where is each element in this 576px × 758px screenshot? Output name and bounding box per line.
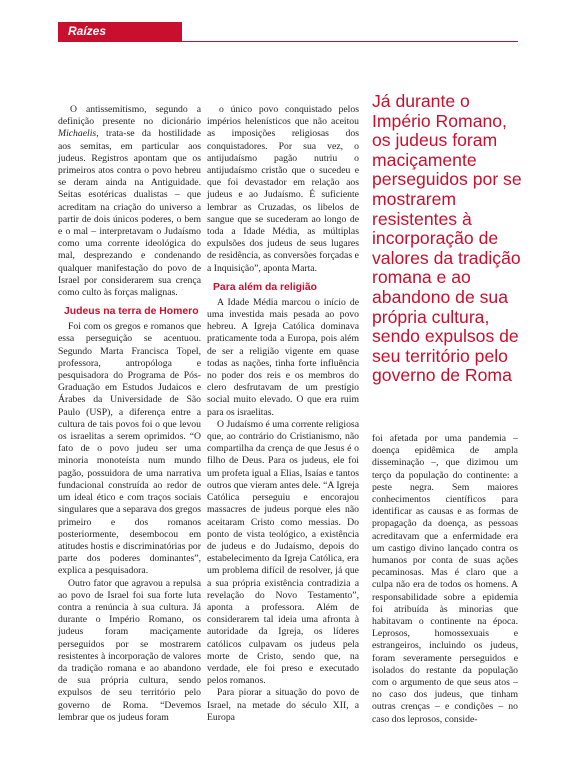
- body-paragraph: Para piorar a situação do povo de Israel, na metade do século XII, a Europa: [207, 687, 359, 723]
- section-label: Raízes: [68, 24, 107, 38]
- subhead-homero: Judeus na terra de Homero: [64, 306, 199, 318]
- body-paragraph: foi afetada por uma pandemia – doença epidêmica de ampla disseminação –, que dizimou um terço da população do continente: a peste negra. Sem maiores conhecimentos científicos para identificar as causas e as formas de propagação da doença, as pessoas acreditavam que a enfermidade era um castigo divino lançado contra os humanos por conta de suas ações pecaminosas. Mas é claro que a culpa não era de todos os homens. A responsabilidade sobre a epidemia foi atribuída às minorias que habitavam o continente na época. Leprosos, homossexuais e estrangeiros, incluindo os judeus, foram severamente perseguidos e isolados do restante da população com o argumento de que seus atos – no caso dos judeus, que tinham outras crenças – e condições – no caso dos leprosos, conside-: [372, 433, 518, 725]
- article-column-1: [58, 104, 201, 724]
- body-paragraph: o único povo conquistado pelos impérios helenísticos que não aceitou as imposições religiosas dos conquistadores. Por sua vez, o antijudaísmo pagão nutriu o antijudaísmo cristão que o sucedeu e que foi devastador em relação aos judeus e ao Judaísmo. É suficiente lembrar as Cruzadas, os libelos de sangue que se sucederam ao longo de toda a Idade Média, as múltiplas expulsões dos judeus de seus lugares de residência, as conversões forçadas e a Inquisição”, aponta Marta.: [207, 104, 359, 274]
- subhead-religiao: Para além da religião: [213, 281, 317, 293]
- dictionary-name: Michaelis: [58, 128, 97, 140]
- body-paragraph: Foi com os gregos e romanos que essa perseguição se acentuou. Segundo Marta Francisca Topel, professora, antropóloga e pesquisadora do Programa de Pós-Graduação em Estudos Judaicos e Árabes da Universidade de São Paulo (USP), a diferença entre a cultura de tais povos foi o que levou os israelitas a serem oprimidos. “O fato de o povo judeu ser uma minoria monoteísta num mundo pagão, possuidora de uma narrativa fundacional construída ao redor de um ideal ético e com traços sociais singulares que a separava dos gregos primeiro e dos romanos posteriormente, desembocou em atitudes hostis e discriminatórias por parte dos poderes dominantes”, explica a pesquisadora.: [58, 321, 201, 577]
- article-column-3: [372, 433, 518, 726]
- section-tab: [58, 22, 182, 41]
- body-paragraph: A Idade Média marcou o início de uma investida mais pesada ao povo hebreu. A Igreja Católica dominava praticamente toda a Europa, pois além de ser a religião vigente em quase todas as nações, tinha forte influência no poder dos reis e os membros do clero desfrutavam de um prestígio social muito elevado. O que era ruim para os israelitas.: [207, 296, 359, 418]
- header-rule: [58, 41, 518, 42]
- pull-quote: Já durante o Império Romano, os judeus foram maciçamente perseguidos por se mostrarem resistentes à incorporação de valores da tradição romana e ao abandono de sua própria cultura, sendo expulsos de seu território pelo governo de Roma: [372, 91, 522, 386]
- body-paragraph: Outro fator que agravou a repulsa ao povo de Israel foi sua forte luta contra a renúncia à sua cultura. Já durante o Império Romano, os judeus foram maciçamente perseguidos por se mostrarem resistentes à incorporação de valores da tradição romana e ao abandono de sua própria cultura, sendo expulsos de seu território pelo governo de Roma. “Devemos lembrar que os judeus foram: [58, 577, 201, 723]
- body-paragraph: O Judaísmo é uma corrente religiosa que, ao contrário do Cristianismo, não compartilha da crença de que Jesus é o filho de Deus. Para os judeus, ele foi um profeta igual a Elias, Isaías e tantos outros que vieram antes dele. “A Igreja Católica perseguiu e encorajou massacres de judeus porque eles não aceitaram Cristo como messias. Do ponto de vista teológico, a existência de judeus e do Judaísmo, depois do estabelecimento da Igreja Católica, era um problema difícil de resolver, já que a sua própria existência contradizia a revelação do Novo Testamento”, aponta a professora. Além de considerarem tal ideia uma afronta à autoridade da Igreja, os líderes católicos culpavam os judeus pela morte de Cristo, sendo que, na verdade, ele foi preso e executado pelos romanos.: [207, 418, 359, 687]
- article-column-2: [207, 104, 359, 724]
- intro-paragraph: O antissemitismo, segundo a definição presente no dicionário Michaelis, trata-se da hostilidade aos semitas, em particular aos judeus. Registros apontam que os primeiros atos contra o povo hebreu se deram ainda na Antiguidade. Seitas esotéricas dualistas – que acreditam na criação do universo a partir de dois únicos poderes, o bem e o mal – interpretavam o Judaísmo como uma corrente ideológica do mal, desprezando e condenando qualquer manifestação do povo de Israel por considerarem sua crença como culto às forças malignas.: [58, 104, 201, 299]
